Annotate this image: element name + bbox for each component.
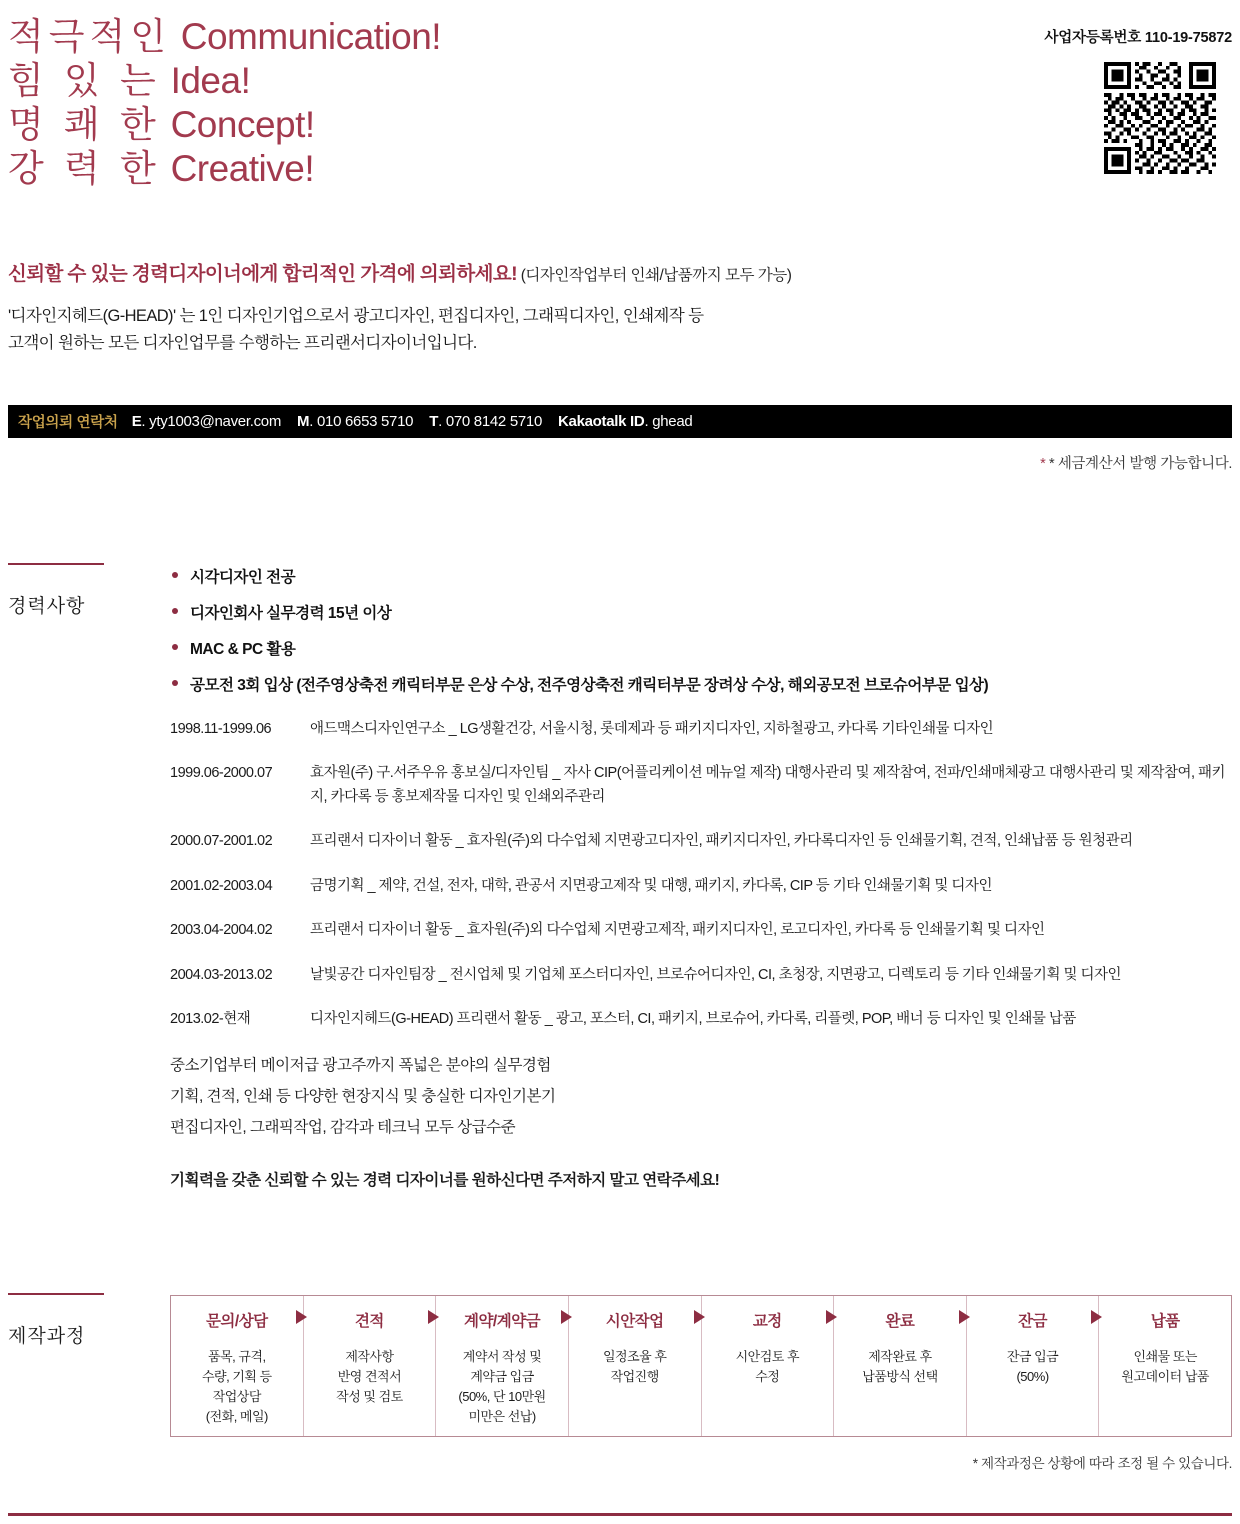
- slogan-line-4-en: Creative!: [170, 147, 315, 189]
- intro-headline-row: [8, 258, 1228, 286]
- slogan-line-3-en: Concept!: [170, 103, 315, 145]
- slogan-line-4: [8, 147, 441, 189]
- arrow-right-icon: [428, 1310, 442, 1324]
- process-step-5: [701, 1296, 834, 1436]
- slogan-line-2: [8, 59, 441, 101]
- process-step-7: [966, 1296, 1099, 1436]
- bottom-divider: [8, 1513, 1232, 1516]
- process-step-desc: 제작완료 후 납품방식 선택: [862, 1349, 938, 1385]
- career-period: 2004.03-2013.02: [170, 966, 273, 983]
- arrow-right-icon: [826, 1310, 840, 1324]
- intro-block: [8, 258, 1228, 357]
- career-divider: [8, 563, 104, 565]
- process-step-desc: 인쇄물 또는 원고데이터 납품: [1121, 1349, 1209, 1385]
- process-step-6: [833, 1296, 966, 1436]
- career-bullet: 디자인회사 실무경력 15년 이상: [170, 601, 1230, 623]
- process-step-4: [568, 1296, 701, 1436]
- career-description: 프리랜서 디자이너 활동 _ 효자원(주)외 다수업체 지면광고디자인, 패키지디자인, 카다록디자인 등 인쇄물기획, 견적, 인쇄납품 등 원청관리: [310, 833, 1133, 850]
- tax-note-star: *: [1040, 456, 1046, 472]
- contact-mobile-key: M: [297, 413, 310, 430]
- process-flow: [170, 1295, 1232, 1437]
- process-step-desc: 일정조율 후 작업진행: [602, 1349, 667, 1385]
- slogan-line-3: [8, 103, 441, 145]
- process-step-title: 문의/상담: [205, 1313, 268, 1330]
- career-row: [170, 718, 1230, 741]
- slogan-block: [8, 18, 441, 193]
- intro-headline-sub: (디자인작업부터 인쇄/납품까지 모두 가능): [516, 267, 792, 284]
- contact-email[interactable]: E. yty1003@naver.com: [131, 413, 282, 430]
- process-step-title: 완료: [885, 1313, 915, 1330]
- process-step-2: [303, 1296, 436, 1436]
- qr-code: [1104, 62, 1216, 174]
- career-row: [170, 919, 1230, 942]
- process-step-desc: 품목, 규격, 수량, 기획 등 작업상담 (전화, 메일): [201, 1349, 272, 1425]
- career-cta: 기획력을 갖춘 신뢰할 수 있는 경력 디자이너를 원하신다면 주저하지 말고 연락주세요!: [170, 1172, 720, 1189]
- career-history-table: [170, 718, 1230, 1053]
- arrow-right-icon: [1091, 1310, 1105, 1324]
- contact-bar: [8, 405, 1232, 438]
- summary-line: 기획, 견적, 인쇄 등 다양한 현장지식 및 충실한 디자인기본기: [170, 1088, 556, 1105]
- tax-note-text: * 세금계산서 발행 가능합니다.: [1048, 456, 1232, 472]
- career-row: [170, 1008, 1230, 1031]
- career-period: 1999.06-2000.07: [170, 765, 273, 782]
- career-description: 날빛공간 디자인팀장 _ 전시업체 및 기업체 포스터디자인, 브로슈어디자인, CI, 초청장, 지면광고, 디렉토리 등 기타 인쇄물기획 및 디자인: [310, 966, 1122, 983]
- career-description: 금명기획 _ 제약, 건설, 전자, 대학, 관공서 지면광고제작 및 대행, 패키지, 카다록, CIP 등 기타 인쇄물기획 및 디자인: [310, 877, 992, 894]
- slogan-line-1: [8, 18, 441, 57]
- arrow-right-icon: [296, 1310, 310, 1324]
- contact-mobile-value: 010 6653 5710: [316, 413, 414, 430]
- process-step-desc: 제작사항 반영 견적서 작성 및 검토: [336, 1349, 403, 1405]
- slogan-line-2-kr: 힘 있 는: [8, 59, 161, 101]
- process-note: * 제작과정은 상황에 따라 조정 될 수 있습니다.: [972, 1456, 1232, 1471]
- summary-line: 중소기업부터 메이저급 광고주까지 폭넓은 분야의 실무경험: [170, 1057, 551, 1074]
- contact-email-value: yty1003@naver.com: [149, 413, 282, 430]
- arrow-right-icon: [561, 1310, 575, 1324]
- process-step-title: 납품: [1150, 1313, 1180, 1330]
- contact-tel-key: T: [429, 413, 439, 430]
- contact-tel-value: 070 8142 5710: [445, 413, 543, 430]
- career-period: 1998.11-1999.06: [170, 721, 272, 737]
- slogan-line-2-en: Idea!: [170, 59, 251, 101]
- summary-line: 편집디자인, 그래픽작업, 감각과 테크닉 모두 상급수준: [170, 1119, 516, 1136]
- career-row: [170, 830, 1230, 853]
- career-period: 2000.07-2001.02: [170, 833, 273, 850]
- career-period: 2003.04-2004.02: [170, 922, 273, 939]
- process-step-desc: 계약서 작성 및 계약금 입금 (50%, 단 10만원 미만은 선납): [458, 1349, 546, 1425]
- contact-email-key: E: [131, 413, 142, 430]
- career-description: 효자원(주) 구.서주우유 홍보실/디자인팀 _ 자사 CIP(어플리케이션 메뉴얼 제작) 대행사관리 및 제작참여, 전파/인쇄매체광고 대행사관리 및 제작참여, 패키지, 카다록 등 홍보제작물 디자인 및 인쇄외주관리: [310, 765, 1226, 805]
- contact-kakao[interactable]: Kakaotalk ID. ghead: [558, 413, 693, 430]
- tax-invoice-note: [1040, 452, 1232, 473]
- career-bullet: 시각디자인 전공: [170, 565, 1230, 587]
- process-step-3: [435, 1296, 568, 1436]
- process-label-text: 제작과정: [8, 1326, 86, 1347]
- career-summary: [170, 1050, 1230, 1196]
- career-row: [170, 875, 1230, 898]
- contact-kakao-value: ghead: [652, 413, 693, 430]
- career-label-text: 경력사항: [8, 596, 86, 617]
- arrow-right-icon: [694, 1310, 708, 1324]
- intro-headline: 신뢰할 수 있는 경력디자이너에게 합리적인 가격에 의뢰하세요!: [8, 263, 517, 285]
- process-step-title: 견적: [354, 1313, 384, 1330]
- career-row: [170, 762, 1230, 809]
- career-row: [170, 964, 1230, 987]
- process-divider: [8, 1293, 104, 1295]
- section-label-career: [8, 563, 138, 618]
- intro-body-line-2: 고객이 원하는 모든 디자인업무를 수행하는 프리랜서디자이너입니다.: [8, 334, 477, 353]
- slogan-line-3-kr: 명 쾌 한: [8, 103, 161, 145]
- contact-tel[interactable]: T. 070 8142 5710: [429, 413, 543, 430]
- process-step-title: 시안작업: [605, 1313, 664, 1330]
- career-period: 2013.02-현재: [170, 1011, 251, 1028]
- career-description: 디자인지헤드(G-HEAD) 프리랜서 활동 _ 광고, 포스터, CI, 패키지, 브로슈어, 카다록, 리플렛, POP, 배너 등 디자인 및 인쇄물 납품: [310, 1011, 1076, 1028]
- process-step-title: 계약/계약금: [463, 1313, 541, 1330]
- process-step-8: [1098, 1296, 1231, 1436]
- slogan-line-1-kr: 적극적인: [8, 16, 171, 57]
- process-step-1: [171, 1296, 303, 1436]
- process-step-desc: 시안검토 후 수정: [735, 1349, 800, 1385]
- career-bullet: MAC & PC 활용: [170, 637, 1230, 659]
- contact-mobile[interactable]: M. 010 6653 5710: [297, 413, 414, 430]
- intro-body-line-1: '디자인지헤드(G-HEAD)' 는 1인 디자인기업으로서 광고디자인, 편집디자인, 그래픽디자인, 인쇄제작 등: [8, 307, 704, 325]
- slogan-line-4-kr: 강 력 한: [8, 147, 161, 189]
- process-step-desc: 잔금 입금 (50%): [1006, 1349, 1059, 1385]
- slogan-line-1-en: Communication!: [180, 16, 442, 57]
- career-description: 애드맥스디자인연구소 _ LG생활건강, 서울시청, 롯데제과 등 패키지디자인, 지하철광고, 카다록 기타인쇄물 디자인: [310, 721, 994, 737]
- career-bullet: 공모전 3회 입상 (전주영상축전 캐릭터부문 은상 수상, 전주영상축전 캐릭터부문 장려상 수상, 해외공모전 브로슈어부문 입상): [170, 673, 1230, 695]
- contact-bar-label: 작업의뢰 연락처: [18, 415, 118, 431]
- business-registration-number: 사업자등록번호 110-19-75872: [1044, 30, 1232, 46]
- career-bullets: [170, 565, 1230, 709]
- career-period: 2001.02-2003.04: [170, 877, 273, 894]
- process-step-title: 교정: [752, 1313, 782, 1330]
- intro-body: [8, 303, 1228, 357]
- section-label-process: [8, 1293, 138, 1348]
- arrow-right-icon: [959, 1310, 973, 1324]
- contact-kakao-key: Kakaotalk ID: [558, 413, 645, 430]
- career-description: 프리랜서 디자이너 활동 _ 효자원(주)외 다수업체 지면광고제작, 패키지디자인, 로고디자인, 카다록 등 인쇄물기획 및 디자인: [310, 922, 1045, 939]
- process-step-title: 잔금: [1018, 1313, 1048, 1330]
